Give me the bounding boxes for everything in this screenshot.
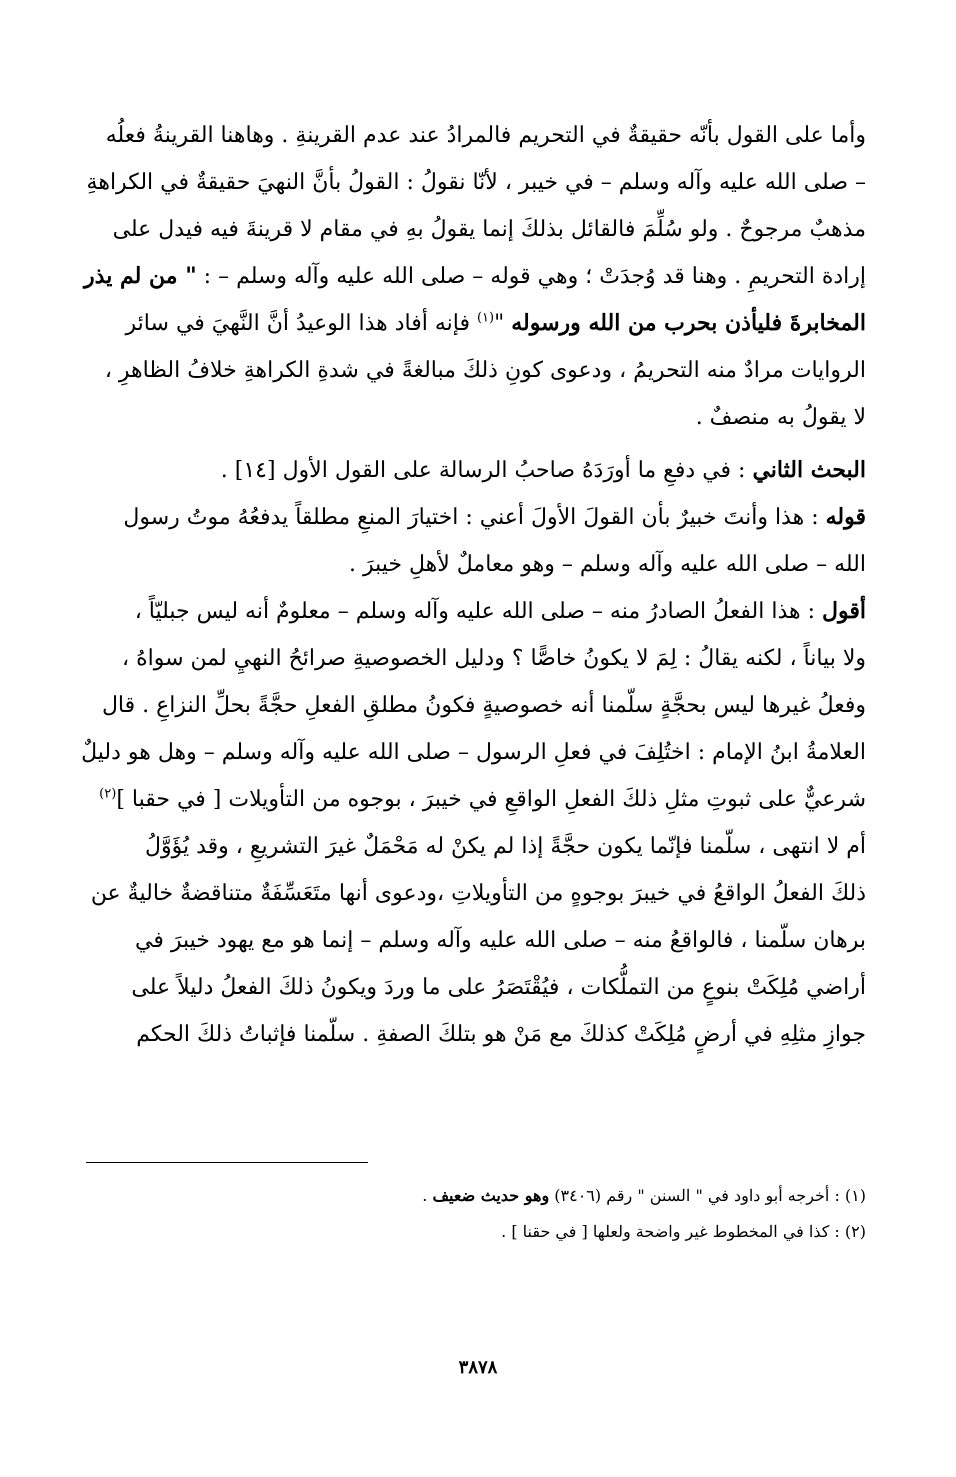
footnote-separator <box>86 1162 368 1163</box>
text-line <box>78 206 866 253</box>
text-line <box>78 300 866 347</box>
section-heading-paragraph <box>78 447 866 494</box>
text-line <box>78 682 866 729</box>
text-segment: (١) : أخرجه أبو داود في " السنن " رقم (٣٤٠٦) <box>549 1186 866 1205</box>
text-line <box>78 253 866 300</box>
text-line <box>78 541 866 588</box>
text-line <box>78 776 866 823</box>
text-line <box>78 635 866 682</box>
text-line <box>78 1011 866 1058</box>
text-segment: (٢) : كذا في المخطوط غير واضحة ولعلها [ في حقنا ] . <box>501 1222 866 1241</box>
footnote-line <box>86 1214 866 1250</box>
text-segment: : هذا وأنتَ خبيرٌ بأن القولَ الأولَ أعني : اختيارَ المنعِ مطلقاً يدفعُهُ موتُ رسول <box>123 505 826 530</box>
text-line <box>78 729 866 776</box>
bold-text: أقول <box>822 598 866 624</box>
text-segment: فإنه أفاد هذا الوعيدُ أنَّ النَّهيَ في سائر <box>125 311 477 336</box>
text-line <box>78 159 866 206</box>
text-segment: ولا بياناً ، لكنه يقالُ : لِمَ لا يكونُ خاصًّا ؟ ودليل الخصوصيةِ صرائحُ النهيِ لمن سواهُ ، <box>121 646 866 671</box>
text-segment: برهان سلّمنا ، فالواقعُ منه – صلى الله عليه وآله وسلم – إنما هو مع يهود خيبرَ في <box>135 928 866 953</box>
text-segment: الله – صلى الله عليه وآله وسلم – وهو معاملٌ لأهلِ خيبرَ . <box>348 552 866 577</box>
footnote <box>86 1178 866 1214</box>
text-line <box>78 917 866 964</box>
bold-text: البحث الثاني <box>752 457 866 483</box>
text-segment: وأما على القول بأنّه حقيقةٌ في التحريم فالمرادُ عند عدم القرينةِ . وهاهنا القرينةُ فعلُه <box>105 123 866 148</box>
bold-text: وهو حديث ضعيف <box>432 1186 550 1205</box>
text-line <box>78 964 866 1011</box>
bold-text: المخابرةَ فليأذن بحرب من الله ورسوله <box>511 310 866 336</box>
text-segment: : في دفعِ ما أورَدَهُ صاحبُ الرسالة على القول الأول [١٤] . <box>220 458 753 483</box>
footnote-ref: (١) <box>476 310 495 326</box>
text-segment: أراضي مُلِكَتْ بنوعٍ من التملُّكات ، فيُقْتَصَرُ على ما وردَ ويكونُ ذلكَ الفعلُ دليلاً على <box>131 975 866 1000</box>
footnote-ref: (٢) <box>99 786 117 802</box>
text-segment: " <box>494 311 512 336</box>
text-segment: . <box>422 1186 433 1205</box>
text-segment: ذلكَ الفعلُ الواقعُ في خيبرَ بوجوهٍ من التأويلاتِ ،ودعوى أنها متَعَسِّفَةٌ متناقضةٌ خاليةٌ عن <box>90 881 866 906</box>
text-segment: وفعلُ غيرها ليس بحجَّةٍ سلّمنا أنه خصوصيةٍ فكونُ مطلقِ الفعلِ حجَّةً بحلِّ النزاعِ . قال <box>101 693 866 718</box>
text-line <box>78 394 866 441</box>
text-line <box>78 494 866 541</box>
text-line <box>78 870 866 917</box>
text-line <box>78 112 866 159</box>
paragraph <box>78 494 866 588</box>
text-segment: : هذا الفعلُ الصادرُ منه – صلى الله عليه وآله وسلم – معلومٌ أنه ليس جبليّاً ، <box>134 599 823 624</box>
footnote <box>86 1214 866 1250</box>
text-segment: إرادة التحريمِ . وهنا قد وُجدَتْ ؛ وهي قوله – صلى الله عليه وآله وسلم – : <box>196 264 866 289</box>
text-segment: – صلى الله عليه وآله وسلم – في خيبر ، لأنّا نقولُ : القولُ بأنَّ النهيَ حقيقةٌ في الكراهةِ <box>86 170 866 195</box>
text-line <box>78 823 866 870</box>
footnote-line <box>86 1178 866 1214</box>
text-line <box>78 447 866 494</box>
main-text <box>78 112 866 1058</box>
text-segment: جوازِ مثلِهِ في أرضٍ مُلِكَتْ كذلكَ مع مَنْ هو بتلكَ الصفةِ . سلّمنا فإثباتُ ذلكَ الحكم <box>136 1022 866 1047</box>
text-segment: شرعيٌّ على ثبوتِ مثلِ ذلكَ الفعلِ الواقعِ في خيبرَ ، بوجوه من التأويلات [ في حقبا ] <box>116 787 866 812</box>
text-segment: أم لا انتهى ، سلّمنا فإنّما يكون حجَّةً إذا لم يكنْ له مَحْمَلٌ غيرَ التشريعِ ، وقد يُؤَوَّلُ <box>144 834 866 859</box>
text-line <box>78 347 866 394</box>
footnotes <box>86 1178 866 1250</box>
bold-text: قوله <box>825 504 866 530</box>
text-segment: مذهبٌ مرجوحٌ . ولو سُلِّمَ فالقائل بذلكَ إنما يقولُ بهِ في مقام لا قرينةَ فيه فيدل على <box>112 217 866 242</box>
paragraph <box>78 588 866 1058</box>
page-number: ٣٨٧٨ <box>458 1357 498 1378</box>
paragraph <box>78 112 866 441</box>
text-segment: العلامةُ ابنُ الإمام : اختُلِفَ في فعلِ الرسول – صلى الله عليه وآله وسلم – وهل هو دليلٌ <box>81 740 866 765</box>
text-line <box>78 588 866 635</box>
text-segment: الروايات مرادٌ منه التحريمُ ، ودعوى كونِ ذلكَ مبالغةً في شدةِ الكراهةِ خلافُ الظاهرِ ، <box>104 358 866 383</box>
bold-text: " من لم يذر <box>84 263 197 289</box>
text-segment: لا يقولُ به منصفٌ . <box>695 405 866 430</box>
